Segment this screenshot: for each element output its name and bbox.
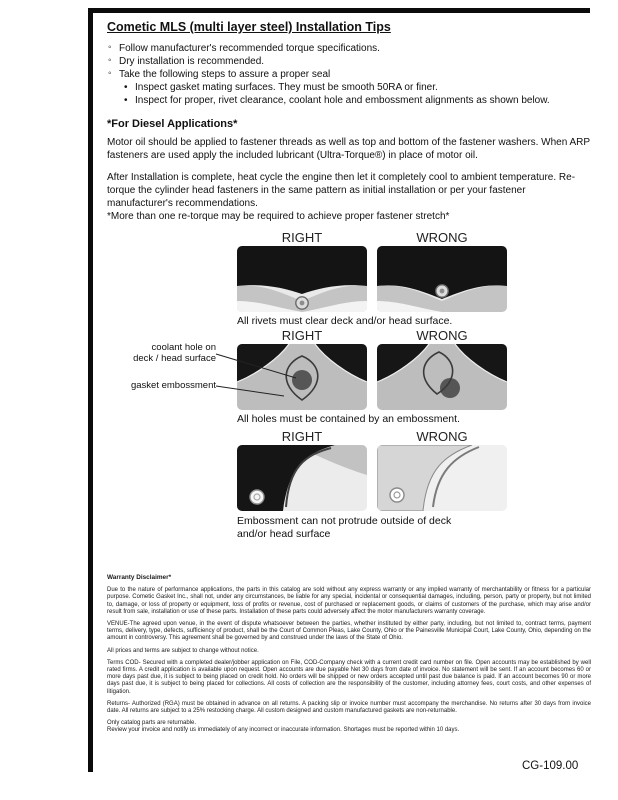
- returns-paragraph: Returns- Authorized (RGA) must be obtained in advance on all returns. A packing slip or invoice number must accompany the merchandise. No returns after 30 days from invoice date. All returns are subject to a 25% restocking charge. All custom designed and custom manufactured gaskets are non-returnable.: [107, 700, 591, 715]
- embossment-caption: [237, 515, 537, 540]
- page-border-left: [88, 8, 93, 772]
- coolant-hole-callout-line1: coolant hole on: [151, 342, 216, 353]
- holes-right-label: RIGHT: [281, 328, 323, 343]
- callout-connector-lines: [214, 350, 304, 402]
- page-border-top: [88, 8, 590, 13]
- rivets-right-label: RIGHT: [281, 230, 323, 245]
- warranty-paragraph: Due to the nature of performance applications, the parts in this catalog are sold without any express warranty or any implied warranty of merchantability or fitness for a particular purpose. Cometic Gasket Inc., shall not, under any circumstances, be liable for any special, incidental or consequential damages, including, person, party or property, but not limited to, damage, or loss of property or equipment, loss of profits or revenue, cost of purchased or replacement goods, or claims of customers of the purchase, which may arise and/or result from sale, installation or use of these parts. Installation of these parts could adversely affect the motor manufacturers warranty coverage.: [107, 587, 591, 615]
- venue-paragraph: VENUE-The agreed upon venue, in the event of dispute whatsoever between the parties, whether instituted by either party, including, but not limited to, contract terms, payment terms, delivery, type, defects, sufficiency of product, shall be the Court of Common Pleas, Lake County, Ohio or the Painesville Municipal Court, Lake County, Ohio, depending on the amount in controversy. This agreement shall be governed by and construed under the laws of the State of Ohio.: [107, 621, 591, 642]
- prices-paragraph: All prices and terms are subject to change without notice.: [107, 647, 259, 654]
- embossment-caption-line2: and/or head surface: [237, 527, 331, 540]
- embossment-caption-line1: Embossment can not protrude outside of deck: [237, 515, 452, 527]
- rivets-caption: All rivets must clear deck and/or head surface.: [237, 315, 453, 327]
- review-invoice-paragraph: Review your invoice and notify us immediately of any incorrect or inaccurate information. Shortages must be reported within 10 days.: [107, 727, 460, 734]
- tip-subitem: • Inspect for proper, rivet clearance, coolant hole and embossment alignments as shown below.: [123, 94, 589, 107]
- warranty-disclaimer-heading: Warranty Disclaimer*: [107, 574, 172, 581]
- tips-list: [107, 42, 589, 107]
- tip-subitem: • Inspect gasket mating surfaces. They must be smooth 50RA or finer.: [123, 81, 589, 94]
- embossment-right-figure: [237, 445, 367, 511]
- rivets-wrong-label: WRONG: [416, 230, 468, 245]
- holes-wrong-label: WRONG: [416, 328, 468, 343]
- coolant-hole-callout: [112, 342, 216, 364]
- diesel-paragraph-retorque: After Installation is complete, heat cycle the engine then let it completely cool to ambient temperature. Re-torque the cylinder head fasteners in the same pattern as initial installation or per your fastener manufacturer's recommendations.: [107, 172, 576, 209]
- rivets-wrong-figure: [377, 246, 507, 312]
- tip-item: ◦ Dry installation is recommended.: [107, 55, 589, 68]
- diesel-applications-heading: *For Diesel Applications*: [107, 118, 238, 130]
- embossment-wrong-figure: [377, 445, 507, 511]
- page-code: CG-109.00: [522, 760, 579, 772]
- tip-item: ◦ Follow manufacturer's recommended torque specifications.: [107, 42, 589, 55]
- embossment-right-label: RIGHT: [281, 429, 323, 444]
- terms-paragraph: Terms COD- Secured with a completed dealer/jobber application on File, COD-Company check with a current credit card number on file. Open accounts may be established by well rated firms. A credit application is available upon request. Open accounts are due payable Net 30 days from date of invoice. No statement will be sent. If an account becomes 60 or more days past due, it is subject to being placed on credit hold. No orders will be shipped or new orders accepted until past due balance is paid. If an account becomes 90 or more days past due, it is subject to being placed for collections. All costs of collection are the responsibility of the customer, including attorney fees, court costs, and other expenses of litigation.: [107, 659, 591, 695]
- legal-section: [107, 574, 591, 735]
- holes-wrong-figure: [377, 344, 507, 410]
- gasket-embossment-callout: gasket embossment: [130, 380, 216, 391]
- catalog-returnable-paragraph: Only catalog parts are returnable.: [107, 720, 197, 727]
- coolant-hole-callout-line2: deck / head surface: [133, 353, 216, 364]
- embossment-wrong-label: WRONG: [416, 429, 468, 444]
- retorque-note: *More than one re-torque may be required to achieve proper fastener stretch*: [107, 211, 450, 222]
- diesel-paragraph-oil: Motor oil should be applied to fastener threads as well as top and bottom of the fastener washers. When ARP fasteners are used apply the included lubricant (Ultra-Torque®) in place of motor oil.: [107, 137, 590, 161]
- tip-item: ◦ Take the following steps to assure a proper seal: [107, 68, 589, 81]
- rivets-right-figure: [237, 246, 367, 312]
- holes-caption: All holes must be contained by an embossment.: [237, 413, 460, 425]
- page-title: Cometic MLS (multi layer steel) Installation Tips: [107, 20, 391, 34]
